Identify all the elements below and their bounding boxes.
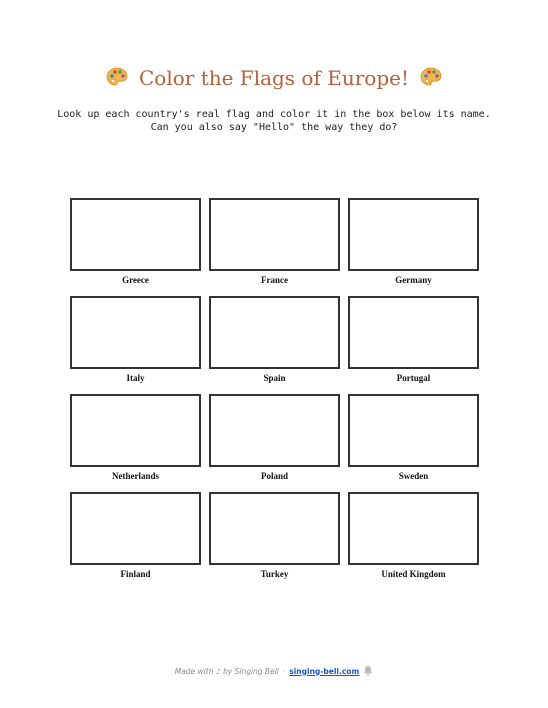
flag-box[interactable]: [209, 296, 340, 369]
page-header: [0, 66, 548, 90]
flag-box[interactable]: [348, 394, 479, 467]
flag-box[interactable]: [70, 492, 201, 565]
country-label: Turkey: [260, 569, 289, 579]
country-label: Germany: [395, 275, 432, 285]
country-label: Portugal: [396, 373, 431, 383]
flag-box[interactable]: [209, 492, 340, 565]
instructions: [0, 108, 548, 134]
country-label: Netherlands: [112, 471, 159, 481]
flag-cell: [70, 492, 201, 580]
flag-cell: [348, 492, 479, 580]
flag-cell: [70, 296, 201, 384]
page-title: Color the Flags of Europe!: [139, 66, 409, 90]
country-label: Finland: [120, 569, 151, 579]
flag-cell: [209, 198, 340, 286]
country-label: Sweden: [398, 471, 429, 481]
country-label: United Kingdom: [381, 569, 446, 579]
flag-cell: [209, 492, 340, 580]
flag-box[interactable]: [70, 198, 201, 271]
flag-cell: [348, 394, 479, 482]
artist-palette-icon: [419, 66, 443, 90]
flag-cell: [348, 198, 479, 286]
flag-cell: [209, 394, 340, 482]
flag-cell: [209, 296, 340, 384]
flag-box[interactable]: [348, 492, 479, 565]
flag-box[interactable]: [70, 296, 201, 369]
flag-grid: [70, 198, 479, 580]
country-label: France: [261, 275, 288, 285]
footer-link[interactable]: singing-bell.com: [289, 666, 360, 676]
flag-cell: [348, 296, 479, 384]
country-label: Spain: [263, 373, 286, 383]
country-label: Poland: [260, 471, 288, 481]
flag-box[interactable]: [209, 198, 340, 271]
country-label: Greece: [122, 275, 149, 285]
artist-palette-icon: [105, 66, 129, 90]
footer-credit: Made with ♪ by Singing Bell: [174, 666, 279, 676]
flag-box[interactable]: [70, 394, 201, 467]
footer-separator: ·: [282, 666, 286, 676]
flag-cell: [70, 198, 201, 286]
flag-cell: [70, 394, 201, 482]
flag-box[interactable]: [209, 394, 340, 467]
footer: [0, 665, 548, 677]
flag-box[interactable]: [348, 198, 479, 271]
instructions-line-1: Look up each country's real flag and color it in the box below its name.: [57, 109, 491, 120]
flag-box[interactable]: [348, 296, 479, 369]
instructions-line-2: Can you also say "Hello" the way they do?: [150, 122, 398, 133]
country-label: Italy: [126, 373, 145, 383]
bell-icon: [363, 665, 373, 677]
